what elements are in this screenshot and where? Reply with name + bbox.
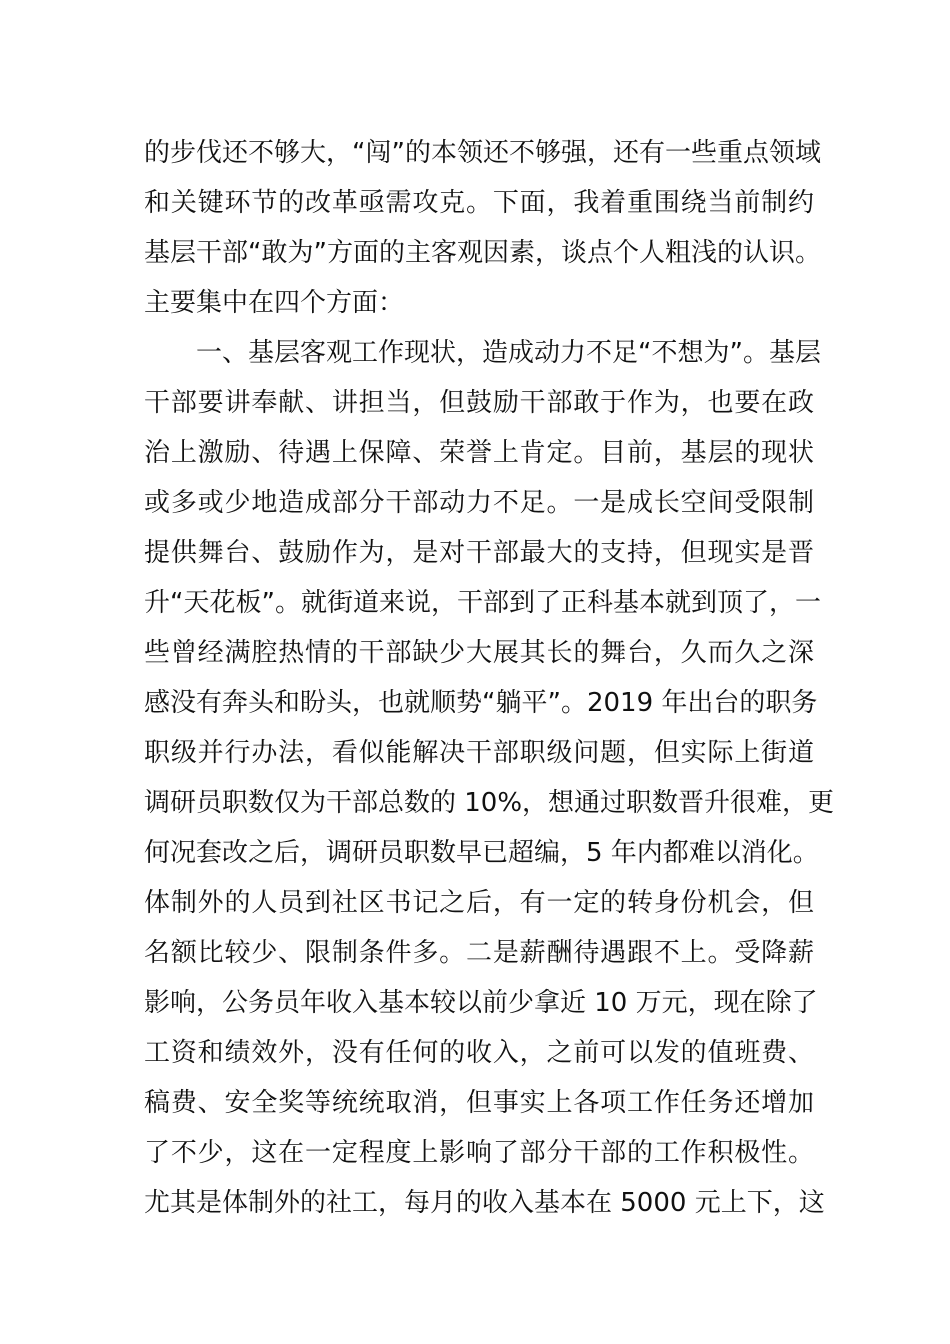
text-line-content: 职级并行办法，看似能解决干部职级问题，但实际上街道 — [144, 738, 814, 768]
text-line-content: 影响，公务员年收入基本较以前少拿近 10 万元，现在除了 — [144, 988, 818, 1018]
text-line — [144, 328, 821, 378]
text-line — [144, 1178, 825, 1228]
section-heading-line: 一、基层客观工作现状，造成动力不足“不想为”。基层 — [196, 338, 821, 368]
text-line — [144, 928, 814, 978]
text-line-content: 升“天花板”。就街道来说，干部到了正科基本就到顶了，一 — [144, 588, 821, 618]
text-line — [144, 378, 814, 428]
text-line — [144, 728, 814, 778]
text-line — [144, 828, 819, 878]
text-line — [144, 1028, 814, 1078]
text-line — [144, 1078, 814, 1128]
text-line — [144, 678, 818, 728]
text-line — [144, 528, 814, 578]
text-line — [144, 578, 821, 628]
text-line-content: 名额比较少、限制条件多。二是薪酬待遇跟不上。受降薪 — [144, 938, 814, 968]
text-line-content: 工资和绩效外，没有任何的收入，之前可以发的值班费、 — [144, 1038, 814, 1068]
text-line-content: 的步伐还不够大，“闯”的本领还不够强，还有一些重点领域 — [144, 138, 821, 168]
text-line-content: 基层干部“敢为”方面的主客观因素，谈点个人粗浅的认识。 — [144, 238, 821, 268]
text-line-content: 尤其是体制外的社工，每月的收入基本在 5000 元上下，这 — [144, 1188, 825, 1218]
text-line — [144, 278, 814, 328]
text-line — [144, 128, 821, 178]
text-line — [144, 878, 814, 928]
text-line — [144, 978, 818, 1028]
text-line-content: 些曾经满腔热情的干部缺少大展其长的舞台，久而久之深 — [144, 638, 814, 668]
text-line-content: 稿费、安全奖等统统取消，但事实上各项工作任务还增加 — [144, 1088, 814, 1118]
text-line — [144, 478, 814, 528]
text-line-content: 提供舞台、鼓励作为，是对干部最大的支持，但现实是晋 — [144, 538, 814, 568]
text-line-content: 何况套改之后，调研员职数早已超编，5 年内都难以消化。 — [144, 838, 819, 868]
text-line — [144, 778, 835, 828]
text-line — [144, 428, 814, 478]
text-line-content: 感没有奔头和盼头，也就顺势“躺平”。2019 年出台的职务 — [144, 688, 818, 718]
text-line-content: 了不少，这在一定程度上影响了部分干部的工作积极性。 — [144, 1138, 814, 1168]
text-line-content: 或多或少地造成部分干部动力不足。一是成长空间受限制 — [144, 488, 814, 518]
text-line — [144, 178, 814, 228]
text-line-content: 体制外的人员到社区书记之后，有一定的转身份机会，但 — [144, 888, 814, 918]
body-text — [144, 128, 835, 1228]
text-line — [144, 1128, 814, 1178]
text-line-content: 主要集中在四个方面： — [144, 288, 405, 318]
text-line — [144, 228, 821, 278]
text-line-content: 调研员职数仅为干部总数的 10%，想通过职数晋升很难，更 — [144, 788, 835, 818]
text-line-content: 干部要讲奉献、讲担当，但鼓励干部敢于作为，也要在政 — [144, 388, 814, 418]
text-line-content: 和关键环节的改革亟需攻克。下面，我着重围绕当前制约 — [144, 188, 814, 218]
text-line-content: 治上激励、待遇上保障、荣誉上肯定。目前，基层的现状 — [144, 438, 814, 468]
text-line — [144, 628, 814, 678]
